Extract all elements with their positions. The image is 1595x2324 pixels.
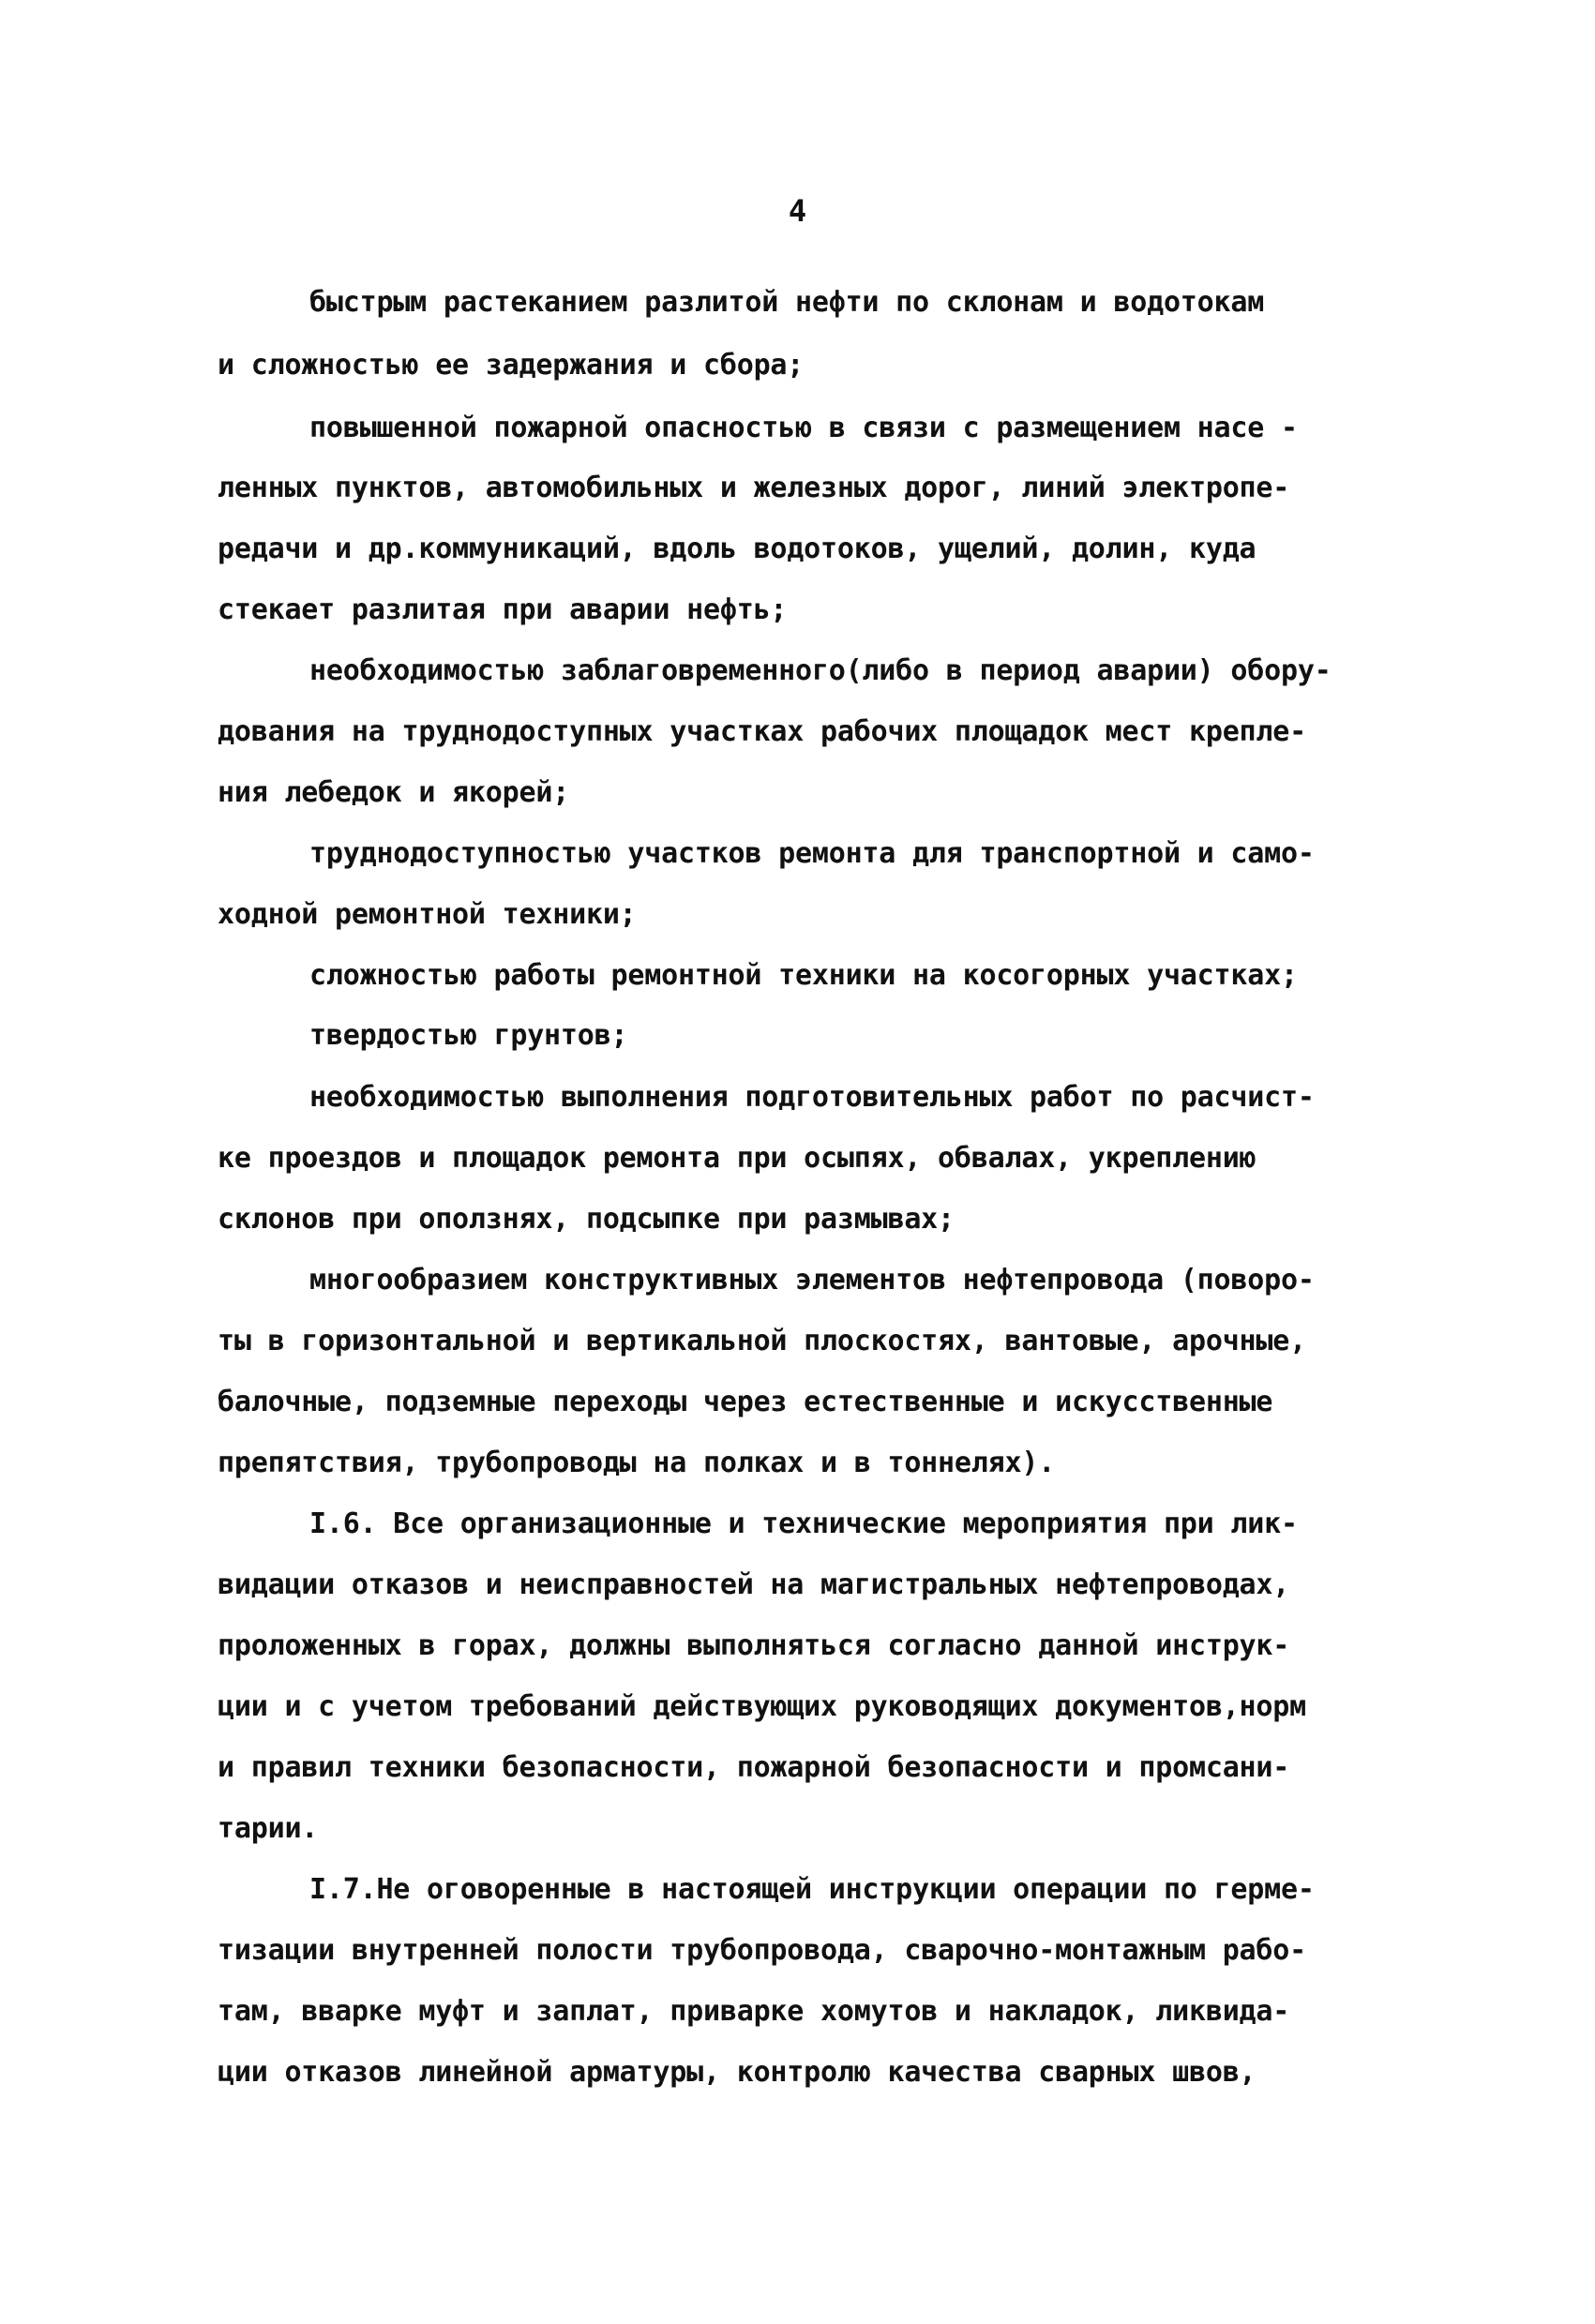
text-line: ленных пунктов, автомобильных и железных дорог, линий электропе- bbox=[218, 472, 1290, 504]
text-line: там, вварке муфт и заплат, приварке хомутов и накладок, ликвида- bbox=[218, 1995, 1290, 2028]
page-number: 4 bbox=[788, 193, 807, 229]
text-line: быстрым растеканием разлитой нефти по склонам и водотокам bbox=[309, 286, 1265, 319]
text-line: и сложностью ее задержания и сбора; bbox=[218, 349, 805, 382]
text-line: ходной ремонтной техники; bbox=[218, 898, 637, 931]
text-line: твердостью грунтов; bbox=[309, 1019, 628, 1052]
text-line: ции и с учетом требований действующих руководящих документов,норм bbox=[218, 1690, 1306, 1723]
text-line: проложенных в горах, должны выполняться согласно данной инструк- bbox=[218, 1629, 1290, 1662]
text-line: редачи и др.коммуникаций, вдоль водотоков, ущелий, долин, куда bbox=[218, 532, 1256, 565]
text-line: балочные, подземные переходы через естественные и искусственные bbox=[218, 1386, 1273, 1418]
text-line: ния лебедок и якорей; bbox=[218, 776, 570, 809]
text-line: ке проездов и площадок ремонта при осыпях, обвалах, укреплению bbox=[218, 1142, 1256, 1175]
text-line: I.7.Не оговоренные в настоящей инструкции операции по герме- bbox=[309, 1873, 1315, 1906]
text-line: препятствия, трубопроводы на полках и в тоннелях). bbox=[218, 1447, 1056, 1479]
text-line: I.6. Все организационные и технические мероприятия при лик- bbox=[309, 1507, 1298, 1540]
text-line: ции отказов линейной арматуры, контролю качества сварных швов, bbox=[218, 2056, 1256, 2089]
text-line: дования на труднодоступных участках рабочих площадок мест крепле- bbox=[218, 715, 1306, 748]
text-line: многообразием конструктивных элементов нефтепровода (поворо- bbox=[309, 1264, 1315, 1297]
text-line: сложностью работы ремонтной техники на косогорных участках; bbox=[309, 959, 1298, 992]
text-line: труднодоступностью участков ремонта для транспортной и само- bbox=[309, 837, 1315, 870]
text-line: тарии. bbox=[218, 1812, 319, 1845]
text-line: тизации внутренней полости трубопровода, сварочно-монтажным рабо- bbox=[218, 1934, 1306, 1967]
text-line: стекает разлитая при аварии нефть; bbox=[218, 593, 788, 626]
text-line: необходимостью выполнения подготовительных работ по расчист- bbox=[309, 1081, 1315, 1114]
text-line: видации отказов и неисправностей на магистральных нефтепроводах, bbox=[218, 1568, 1290, 1601]
text-line: и правил техники безопасности, пожарной безопасности и промсани- bbox=[218, 1751, 1290, 1784]
text-line: повышенной пожарной опасностью в связи с размещением насе - bbox=[309, 412, 1298, 444]
text-line: необходимостью заблаговременного(либо в период аварии) обору- bbox=[309, 654, 1332, 687]
text-line: ты в горизонтальной и вертикальной плоскостях, вантовые, арочные, bbox=[218, 1325, 1306, 1357]
text-line: склонов при оползнях, подсыпке при размывах; bbox=[218, 1203, 955, 1236]
